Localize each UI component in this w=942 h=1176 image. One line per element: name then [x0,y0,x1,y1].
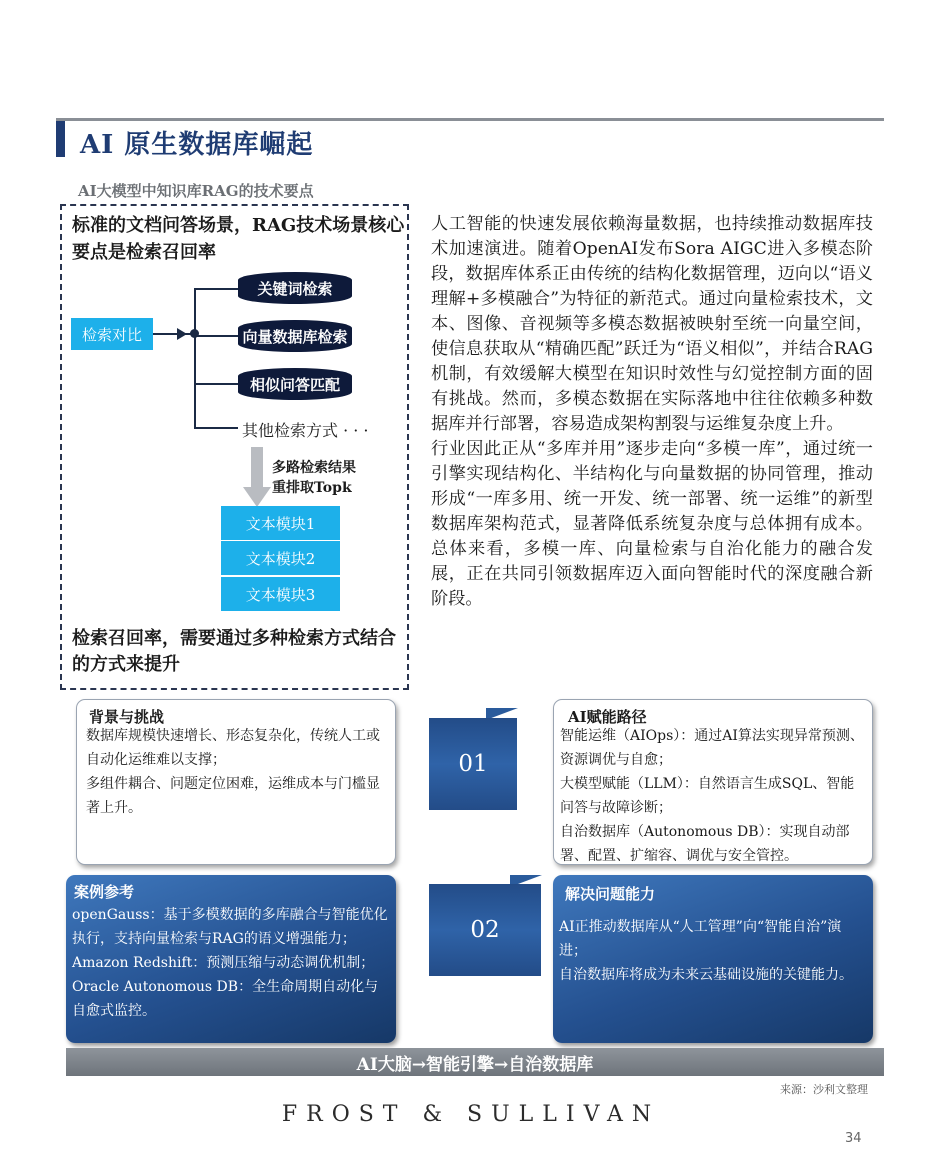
section-number-02: 02 [429,884,541,976]
connector-arrowhead [177,328,187,340]
connector-trunk [194,288,196,428]
background-line-2: 多组件耦合、问题定位困难，运维成本与门槛显著上升。 [86,776,380,816]
paragraph-2: 行业因此正从“多库并用”逐步走向“多模一库”，通过统一引擎实现结构化、半结构化与向量数据的协同管理，推动形成“一库多用、统一开发、统一部署、统一运维”的新型数据库架构范式，显著降低系统复杂度与总体拥有成本。总体来看，多模一库、向量检索与自治化能力的融合发展，正在共同引领数据库迈入面向智能时代的深度融合新阶段。 [431,439,873,609]
title-accent-bar [56,121,65,157]
method-vector-db-search: 向量数据库检索 [238,320,352,352]
paragraph-1: 人工智能的快速发展依赖海量数据，也持续推动数据库技术加速演进。随着OpenAI发布Sora AIGC进入多模态阶段，数据库体系正由传统的结构化数据管理，迈向以“语义理解+多模融合”为特征的新范式。通过向量检索技术，文本、图像、音视频等多模态数据被映射至统一向量空间，使信息获取从“精确匹配”跃迁为“语义相似”，并结合RAG机制，有效缓解大模型在知识时效性与幻觉控制方面的固有挑战。然而，多模态数据在实际落地中往往依赖多种数据库并行部署，容易造成架构割裂与运维复杂度上升。 [431,214,873,434]
panel-ai-path [553,699,873,865]
title-rule [56,118,884,121]
brand-logo-text: FROST & SULLIVAN [281,1102,661,1127]
method-keyword-search: 关键词检索 [238,272,352,304]
connector-branch-1 [194,288,238,290]
rag-diagram-footer: 检索召回率，需要通过多种检索方式结合的方式来提升 [72,628,396,675]
rerank-line-1: 多路检索结果 [272,460,356,476]
page-title: AI 原生数据库崛起 [80,130,314,160]
panel-background-body [86,724,388,820]
cases-line-2: Amazon Redshift：预测压缩与动态调优机制； [72,955,375,971]
panel-cases [66,875,396,1043]
page-number: 34 [845,1131,862,1146]
method-other: 其他检索方式 · · · [242,421,369,440]
connector-main [153,333,193,335]
panel-solution-title: 解决问题能力 [565,885,656,903]
source-note: 来源：沙利文整理 [780,1083,868,1096]
method-similar-qa-match: 相似问答匹配 [238,368,352,400]
cases-line-1: openGauss：基于多模数据的多库融合与智能优化执行，支持向量检索与RAG的语义增强能力； [72,907,388,947]
ai-path-line-3: 自治数据库（Autonomous DB）：实现自动部署、配置、扩缩容、调优与安全管控。 [560,824,850,864]
diagram-subtitle: AI大模型中知识库RAG的技术要点 [78,182,314,200]
rag-diagram-frame [60,204,409,690]
text-module-3: 文本模块3 [221,577,340,611]
retrieval-compare-box: 检索对比 [71,318,153,350]
section-number-01: 01 [429,718,517,810]
panel-cases-body [72,903,390,1023]
intro-paragraph [431,212,873,612]
cases-line-3: Oracle Autonomous DB：全生命周期自动化与自愈式监控。 [72,979,379,1019]
panel-background-challenges [76,699,396,865]
connector-branch-3 [194,383,238,385]
panel-solution [553,875,873,1043]
rerank-label [272,458,356,498]
solution-line-1: AI正推动数据库从“人工管理”向“智能自治”演进； [559,919,842,959]
panel-solution-body [559,915,859,987]
ai-path-line-1: 智能运维（AIOps）：通过AI算法实现异常预测、资源调优与自愈； [560,728,864,768]
rerank-line-2: 重排取Topk [272,480,352,496]
panel-ai-path-body [560,724,868,868]
summary-bar: AI大脑→智能引擎→自治数据库 [66,1048,884,1076]
background-line-1: 数据库规模快速增长、形态复杂化，传统人工或自动化运维难以支撑； [86,728,380,768]
panel-background-title: 背景与挑战 [89,708,165,726]
rag-diagram-heading: 标准的文档问答场景，RAG技术场景核心要点是检索召回率 [72,215,405,263]
text-module-1: 文本模块1 [221,506,340,540]
text-module-2: 文本模块2 [221,541,340,575]
ai-path-line-2: 大模型赋能（LLM）：自然语言生成SQL、智能问答与故障诊断； [560,776,855,816]
panel-ai-path-title: AI赋能路径 [568,708,647,726]
down-arrow-shaft [251,447,263,487]
panel-cases-title: 案例参考 [74,883,135,901]
solution-line-2: 自治数据库将成为未来云基础设施的关键能力。 [559,967,853,983]
down-arrow-icon [243,487,271,507]
connector-branch-2 [194,335,238,337]
connector-branch-4 [194,427,238,429]
